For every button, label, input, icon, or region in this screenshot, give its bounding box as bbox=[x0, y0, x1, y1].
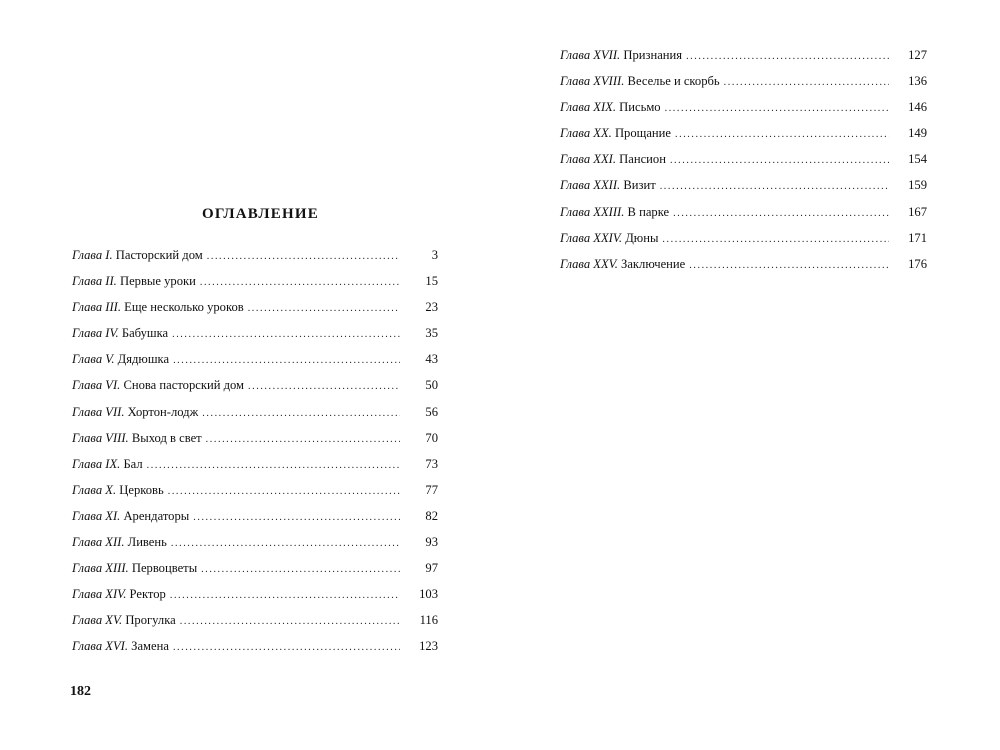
chapter-title: Первые уроки bbox=[119, 274, 196, 289]
chapter-title: Ливень bbox=[127, 535, 167, 550]
dot-leader bbox=[660, 181, 889, 192]
toc-entry bbox=[560, 231, 927, 257]
chapter-title: Арендаторы bbox=[123, 508, 190, 523]
dot-leader bbox=[724, 77, 889, 88]
chapter-page-number: 50 bbox=[425, 378, 438, 393]
toc-entry bbox=[72, 587, 438, 613]
chapter-number: Глава XVI. bbox=[72, 639, 128, 654]
chapter-page-number: 82 bbox=[425, 508, 438, 523]
chapter-number: Глава XIX. bbox=[560, 100, 616, 115]
chapter-number: Глава IV. bbox=[72, 326, 119, 341]
dot-leader bbox=[670, 155, 889, 166]
dot-leader bbox=[171, 538, 400, 549]
chapter-number: Глава XXII. bbox=[560, 178, 621, 193]
toc-entry bbox=[560, 205, 927, 231]
chapter-number: Глава XXV. bbox=[560, 256, 618, 271]
chapter-number: Глава IX. bbox=[72, 456, 121, 471]
chapter-page-number: 23 bbox=[425, 300, 438, 315]
dot-leader bbox=[168, 486, 400, 497]
dot-leader bbox=[202, 408, 400, 419]
chapter-page-number: 167 bbox=[908, 204, 927, 219]
chapter-page-number: 171 bbox=[908, 230, 927, 245]
toc-entry bbox=[72, 561, 438, 587]
chapter-title: Бал bbox=[123, 456, 143, 471]
chapter-page-number: 73 bbox=[425, 456, 438, 471]
chapter-number: Глава XIV. bbox=[72, 587, 127, 602]
chapter-number: Глава II. bbox=[72, 274, 117, 289]
toc-entry bbox=[72, 639, 438, 665]
chapter-page-number: 149 bbox=[908, 126, 927, 141]
dot-leader bbox=[673, 208, 889, 219]
toc-entry bbox=[72, 535, 438, 561]
dot-leader bbox=[689, 260, 889, 271]
chapter-title: Дядюшка bbox=[117, 352, 170, 367]
chapter-number: Глава VII. bbox=[72, 404, 125, 419]
chapter-title: Пасторский дом bbox=[115, 248, 203, 262]
toc-entry bbox=[72, 483, 438, 509]
chapter-page-number: 3 bbox=[431, 248, 438, 262]
chapter-title: Заключение bbox=[621, 256, 686, 271]
chapter-title: Замена bbox=[131, 639, 169, 654]
toc-entry bbox=[560, 100, 927, 126]
chapter-title: Прогулка bbox=[125, 613, 176, 628]
chapter-page-number: 146 bbox=[908, 100, 927, 115]
chapter-title: Визит bbox=[623, 178, 656, 193]
toc-entry bbox=[72, 431, 438, 457]
toc-entry bbox=[560, 48, 927, 74]
chapter-title: Пансион bbox=[619, 152, 666, 167]
toc-entry bbox=[72, 613, 438, 639]
chapter-page-number: 35 bbox=[425, 326, 438, 341]
chapter-number: Глава XXI. bbox=[560, 152, 616, 167]
chapter-page-number: 70 bbox=[425, 430, 438, 445]
chapter-page-number: 136 bbox=[908, 74, 927, 89]
chapter-page-number: 116 bbox=[419, 613, 438, 628]
dot-leader bbox=[662, 234, 889, 245]
dot-leader bbox=[193, 512, 400, 523]
toc-list-right bbox=[560, 48, 927, 283]
dot-leader bbox=[170, 590, 400, 601]
chapter-title: Прощание bbox=[614, 126, 671, 141]
toc-entry bbox=[560, 152, 927, 178]
toc-entry bbox=[72, 352, 438, 378]
chapter-page-number: 43 bbox=[425, 352, 438, 367]
chapter-page-number: 103 bbox=[419, 587, 438, 602]
chapter-page-number: 56 bbox=[425, 404, 438, 419]
chapter-page-number: 93 bbox=[425, 535, 438, 550]
chapter-number: Глава III. bbox=[72, 300, 121, 315]
dot-leader bbox=[675, 129, 889, 140]
chapter-page-number: 15 bbox=[425, 274, 438, 289]
toc-entry bbox=[560, 126, 927, 152]
toc-entry bbox=[72, 457, 438, 483]
dot-leader bbox=[173, 355, 400, 366]
toc-entry bbox=[560, 257, 927, 283]
chapter-title: Снова пасторский дом bbox=[123, 378, 245, 393]
chapter-title: Церковь bbox=[119, 482, 164, 497]
chapter-page-number: 154 bbox=[908, 152, 927, 167]
toc-title: ОГЛАВЛЕНИЕ bbox=[202, 206, 319, 222]
chapter-title: Признания bbox=[623, 48, 683, 62]
chapter-title: Первоцветы bbox=[131, 561, 198, 576]
chapter-number: Глава XII. bbox=[72, 535, 125, 550]
chapter-number: Глава XI. bbox=[72, 508, 121, 523]
dot-leader bbox=[201, 564, 400, 575]
chapter-number: Глава VIII. bbox=[72, 430, 129, 445]
toc-entry bbox=[560, 178, 927, 204]
chapter-title: Ректор bbox=[129, 587, 166, 602]
chapter-title: Еще несколько уроков bbox=[124, 300, 244, 315]
chapter-title: В парке bbox=[627, 204, 670, 219]
chapter-number: Глава X. bbox=[72, 482, 117, 497]
chapter-number: Глава VI. bbox=[72, 378, 121, 393]
toc-entry bbox=[72, 274, 438, 300]
dot-leader bbox=[173, 642, 400, 653]
chapter-number: Глава XX. bbox=[560, 126, 612, 141]
toc-list-left bbox=[72, 248, 438, 666]
dot-leader bbox=[207, 251, 400, 262]
chapter-page-number: 97 bbox=[425, 561, 438, 576]
chapter-page-number: 127 bbox=[908, 48, 927, 62]
dot-leader bbox=[200, 277, 400, 288]
page-number: 182 bbox=[70, 684, 91, 699]
dot-leader bbox=[172, 329, 400, 340]
chapter-number: Глава XIII. bbox=[72, 561, 129, 576]
chapter-number: Глава XVIII. bbox=[560, 74, 625, 89]
chapter-title: Дюны bbox=[625, 230, 659, 245]
dot-leader bbox=[206, 434, 400, 445]
dot-leader bbox=[248, 303, 400, 314]
toc-entry bbox=[72, 300, 438, 326]
chapter-number: Глава XXIV. bbox=[560, 230, 623, 245]
chapter-title: Веселье и скорбь bbox=[627, 74, 720, 89]
chapter-number: Глава XXIII. bbox=[560, 204, 625, 219]
toc-entry bbox=[72, 405, 438, 431]
dot-leader bbox=[180, 616, 400, 627]
chapter-title: Письмо bbox=[619, 100, 661, 115]
chapter-title: Хортон-лодж bbox=[127, 404, 199, 419]
chapter-number: Глава I. bbox=[72, 248, 113, 262]
chapter-title: Бабушка bbox=[121, 326, 169, 341]
chapter-page-number: 123 bbox=[419, 639, 438, 654]
chapter-page-number: 77 bbox=[425, 482, 438, 497]
dot-leader bbox=[665, 103, 889, 114]
chapter-number: Глава XV. bbox=[72, 613, 123, 628]
toc-entry bbox=[72, 509, 438, 535]
toc-entry bbox=[72, 326, 438, 352]
toc-entry bbox=[560, 74, 927, 100]
dot-leader bbox=[248, 381, 400, 392]
chapter-number: Глава XVII. bbox=[560, 48, 621, 62]
chapter-page-number: 176 bbox=[908, 256, 927, 271]
dot-leader bbox=[686, 51, 889, 62]
toc-entry bbox=[72, 248, 438, 274]
dot-leader bbox=[147, 460, 400, 471]
chapter-page-number: 159 bbox=[908, 178, 927, 193]
toc-entry bbox=[72, 378, 438, 404]
chapter-title: Выход в свет bbox=[131, 430, 202, 445]
right-page bbox=[500, 0, 1000, 750]
chapter-number: Глава V. bbox=[72, 352, 115, 367]
